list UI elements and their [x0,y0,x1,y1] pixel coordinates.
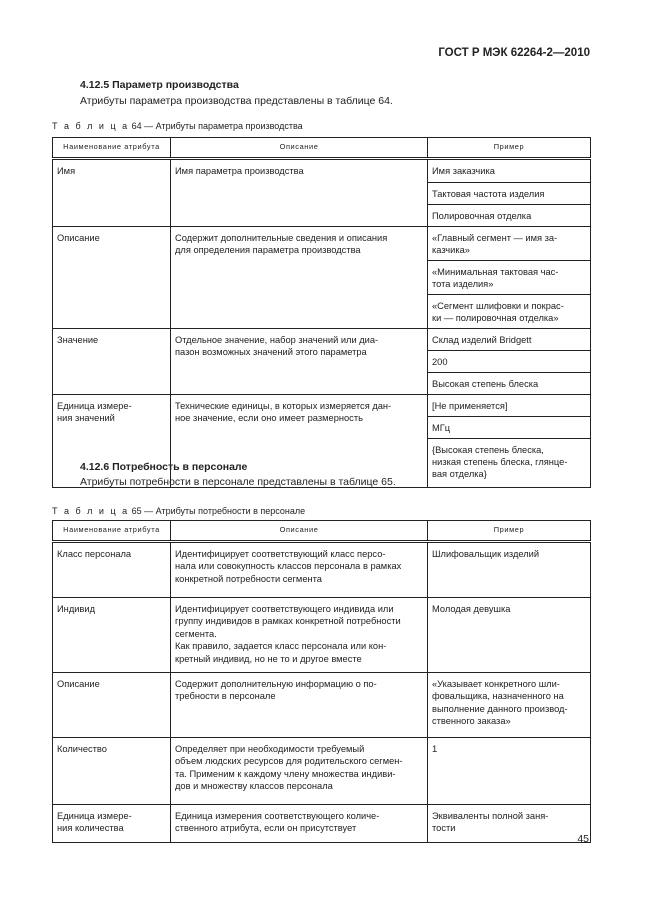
section-title-4-12-5: 4.12.5 Параметр производства [80,79,239,91]
table-row [53,805,591,843]
table-row [53,542,591,598]
caption-prefix: Т а б л и ц а [52,506,130,516]
table-cell: Отдельное значение, набор значений или диа- пазон возможных значений этого параметра [171,328,428,394]
section-text-4-12-5: Атрибуты параметра производства представлены в таблице 64. [80,95,393,107]
table-65 [52,520,591,843]
table-cell: Шлифовальщик изделий [428,542,591,598]
table-64-caption [52,121,303,131]
table-row [53,598,591,673]
table-cell: Содержит дополнительные сведения и описания для определения параметра производства [171,227,428,329]
table-cell: «Минимальная тактовая час- тота изделия» [428,260,591,294]
column-header: Пример [428,138,591,159]
table-cell: Эквиваленты полной заня- тости [428,805,591,843]
table-cell: «Главный сегмент — имя за- казчика» [428,227,591,261]
table-cell: 1 [428,738,591,805]
table-cell: Молодая девушка [428,598,591,673]
table-row [53,328,591,350]
table-65-caption [52,506,305,516]
caption-prefix: Т а б л и ц а [52,121,130,131]
table-cell: Единица измере- ния количества [53,805,171,843]
table-row [53,227,591,261]
table-cell: Идентифицирует соответствующего индивида или группу индивидов в рамках конкретной потребности сегмента. Как правило, задается класс персонала или кон- кретный индивид, но не то и другое вместе [171,598,428,673]
table-cell: Склад изделий Bridgett [428,328,591,350]
table-cell: «Указывает конкретного шли- фовальщика, назначенного на выполнение данного производ- ственного заказа» [428,673,591,738]
column-header: Описание [171,138,428,159]
section-title-4-12-6: 4.12.6 Потребность в персонале [80,461,248,473]
column-header: Наименование атрибута [53,138,171,159]
table-row [53,394,591,416]
table-cell: Индивид [53,598,171,673]
table-cell: Класс персонала [53,542,171,598]
table-64 [52,137,591,488]
table-row [53,738,591,805]
table-cell: Имя параметра производства [171,159,428,227]
table-row [53,159,591,183]
table-cell: Тактовая частота изделия [428,183,591,205]
caption-text: 65 — Атрибуты потребности в персонале [131,506,306,516]
table-row [53,673,591,738]
table-cell: МГц [428,416,591,438]
table-cell: Единица измерения соответствующего количе- ственного атрибута, если он присутствует [171,805,428,843]
table-cell: Определяет при необходимости требуемый объем людских ресурсов для родительского сегмен- та. Применим к каждому члену множества индиви- дов и множеству классов персонала [171,738,428,805]
column-header: Описание [171,521,428,542]
table-cell: Имя [53,159,171,227]
document-header: ГОСТ Р МЭК 62264-2—2010 [438,47,590,59]
table-cell: Полировочная отделка [428,205,591,227]
table-cell: Описание [53,227,171,329]
caption-text: 64 — Атрибуты параметра производства [131,121,303,131]
table-cell: Значение [53,328,171,394]
section-text-4-12-6: Атрибуты потребности в персонале представлены в таблице 65. [80,476,396,488]
table-cell: {Высокая степень блеска, низкая степень блеска, глянце- вая отделка} [428,438,591,487]
table-cell: Имя заказчика [428,159,591,183]
table-cell: Единица измере- ния значений [53,394,171,487]
table-cell: Технические единицы, в которых измеряется дан- ное значение, если оно имеет размерность [171,394,428,487]
table-cell: 200 [428,350,591,372]
column-header: Наименование атрибута [53,521,171,542]
column-header: Пример [428,521,591,542]
table-cell: Идентифицирует соответствующий класс персо- нала или совокупность классов персонала в рамках конкретной потребности сегмента [171,542,428,598]
table-cell: [Не применяется] [428,394,591,416]
table-cell: «Сегмент шлифовки и покрас- ки — полировочная отделка» [428,294,591,328]
table-cell: Высокая степень блеска [428,372,591,394]
table-cell: Количество [53,738,171,805]
page-number: 45 [577,833,589,845]
table-cell: Описание [53,673,171,738]
table-cell: Содержит дополнительную информацию о по- требности в персонале [171,673,428,738]
